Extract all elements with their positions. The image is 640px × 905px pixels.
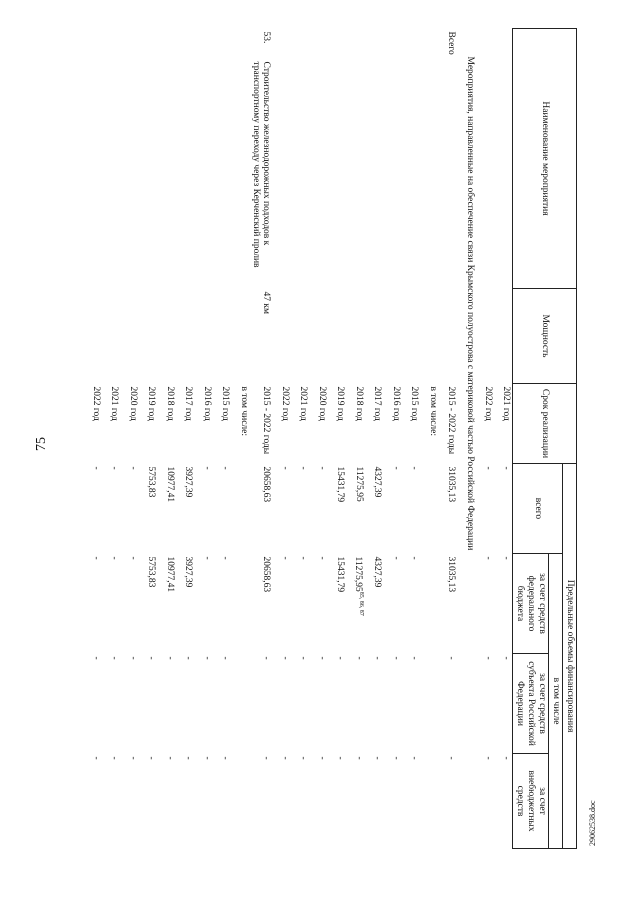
table-row	[250, 29, 273, 849]
header-regional: за счет средств субъекта Российской Федерации	[513, 654, 549, 754]
capacity-cell	[328, 289, 347, 384]
period-cell: 2020 год	[316, 386, 327, 421]
total-cell	[420, 464, 439, 554]
federal-cell: 20658,63	[261, 556, 272, 593]
regional-cell: -	[316, 656, 327, 660]
footnote-ref: 85, 86, 87	[357, 591, 364, 616]
table-row	[476, 29, 495, 849]
table-body	[83, 29, 513, 849]
row-number	[83, 29, 102, 59]
capacity-cell	[176, 289, 195, 384]
regional-cell	[231, 654, 250, 754]
extrabudget-cell: -	[335, 756, 346, 760]
measure-name	[102, 59, 121, 289]
measure-name	[476, 59, 495, 289]
extrabudget-cell: -	[109, 756, 120, 760]
table-row	[272, 29, 291, 849]
regional-cell: -	[409, 656, 420, 660]
federal-cell: -	[109, 556, 120, 560]
table-row	[420, 29, 439, 849]
total-cell: -	[298, 466, 309, 470]
financing-table	[83, 28, 577, 849]
period-cell: 2018 год	[164, 386, 175, 421]
measure-name	[139, 59, 158, 289]
measure-name	[420, 59, 439, 289]
table-row	[383, 29, 402, 849]
extrabudget-cell: -	[183, 756, 194, 760]
row-number	[476, 29, 495, 59]
regional-cell: -	[220, 656, 231, 660]
extrabudget-cell: -	[90, 756, 101, 760]
extrabudget-cell: -	[483, 756, 494, 760]
table-row	[157, 29, 176, 849]
table-row	[439, 29, 458, 849]
capacity-cell	[476, 289, 495, 384]
extrabudget-cell: -	[390, 756, 401, 760]
measure-name	[213, 59, 232, 289]
federal-cell	[420, 554, 439, 654]
regional-cell: -	[109, 656, 120, 660]
period-cell: 2021 год	[298, 386, 309, 421]
regional-cell: -	[201, 656, 212, 660]
federal-cell: -	[298, 556, 309, 560]
rotated-table-container	[47, 28, 577, 848]
regional-cell: -	[446, 656, 457, 660]
capacity-cell	[120, 289, 139, 384]
federal-cell: -	[483, 556, 494, 560]
capacity-cell	[309, 289, 328, 384]
capacity-cell	[102, 289, 121, 384]
row-number	[402, 29, 421, 59]
federal-cell: -	[220, 556, 231, 560]
federal-cell: -	[201, 556, 212, 560]
table-row	[176, 29, 195, 849]
table-row	[402, 29, 421, 849]
header-including: в том числе	[549, 554, 563, 849]
measure-name	[83, 59, 102, 289]
measure-name	[272, 59, 291, 289]
header-capacity: Мощность	[513, 289, 577, 384]
row-number: 53.	[261, 31, 272, 44]
header-period: Срок реализации	[513, 384, 577, 464]
total-cell: 11275,95	[353, 466, 364, 502]
regional-cell: -	[390, 656, 401, 660]
federal-cell: -	[90, 556, 101, 560]
measure-name	[120, 59, 139, 289]
capacity-cell	[231, 289, 250, 384]
period-cell: 2017 год	[183, 386, 194, 421]
total-cell: -	[316, 466, 327, 470]
capacity-cell	[194, 289, 213, 384]
row-number	[291, 29, 310, 59]
measure-name	[157, 59, 176, 289]
total-cell: 15431,79	[335, 466, 346, 503]
capacity-cell	[494, 289, 513, 384]
row-number	[157, 29, 176, 59]
period-cell: 2015 год	[220, 386, 231, 421]
period-cell: 2019 год	[335, 386, 346, 421]
regional-cell: -	[483, 656, 494, 660]
table-row	[120, 29, 139, 849]
capacity-cell	[346, 289, 365, 384]
total-cell: 10977,41	[164, 466, 175, 503]
row-number	[102, 29, 121, 59]
row-number	[494, 29, 513, 59]
total-cell: -	[409, 466, 420, 470]
extrabudget-cell: -	[201, 756, 212, 760]
regional-cell: -	[501, 656, 512, 660]
measure-name	[328, 59, 347, 289]
table-header	[513, 29, 577, 849]
row-number	[139, 29, 158, 59]
federal-cell: 4327,39	[372, 556, 383, 588]
extrabudget-cell: -	[316, 756, 327, 760]
total-cell: 20658,63	[261, 466, 272, 503]
total-cell: 5753,83	[146, 466, 157, 498]
extrabudget-cell: -	[164, 756, 175, 760]
header-extra: за счет внебюджетных средств	[513, 754, 549, 849]
period-cell: 2017 год	[372, 386, 383, 421]
extrabudget-cell: -	[298, 756, 309, 760]
federal-cell	[346, 554, 365, 654]
total-cell: -	[501, 466, 512, 470]
regional-cell: -	[146, 656, 157, 660]
total-cell: -	[109, 466, 120, 470]
regional-cell: -	[298, 656, 309, 660]
measure-name	[194, 59, 213, 289]
regional-cell: -	[279, 656, 290, 660]
capacity-cell	[83, 289, 102, 384]
table-row	[291, 29, 310, 849]
total-cell: -	[220, 466, 231, 470]
measure-name	[309, 59, 328, 289]
total-cell: 3927,39	[183, 466, 194, 498]
federal-cell: 3927,39	[183, 556, 194, 588]
period-cell: в том числе:	[427, 386, 438, 437]
federal-cell: -	[501, 556, 512, 560]
header-total: всего	[513, 464, 563, 554]
extrabudget-cell: -	[279, 756, 290, 760]
capacity-cell	[439, 289, 458, 384]
extrabudget-cell: -	[501, 756, 512, 760]
total-cell: -	[201, 466, 212, 470]
period-cell: 2016 год	[390, 386, 401, 421]
period-cell: 2020 год	[127, 386, 138, 421]
measure-name	[346, 59, 365, 289]
period-cell: 2022 год	[90, 386, 101, 421]
measure-name	[439, 59, 458, 289]
regional-cell: -	[127, 656, 138, 660]
measure-name	[402, 59, 421, 289]
extrabudget-cell: -	[146, 756, 157, 760]
period-cell: 2022 год	[483, 386, 494, 421]
extrabudget-cell: -	[261, 756, 272, 760]
capacity-cell	[383, 289, 402, 384]
header-name: Наименование мероприятия	[513, 29, 577, 289]
row-number	[176, 29, 195, 59]
federal-cell: -	[316, 556, 327, 560]
extrabudget-cell	[420, 754, 439, 849]
extrabudget-cell: -	[446, 756, 457, 760]
row-number	[213, 29, 232, 59]
period-cell: 2021 год	[109, 386, 120, 421]
capacity-cell	[213, 289, 232, 384]
federal-cell: -	[390, 556, 401, 560]
row-number	[120, 29, 139, 59]
regional-cell: -	[353, 656, 364, 660]
row-number: Всего	[446, 31, 457, 55]
row-number	[231, 29, 250, 59]
total-cell: -	[390, 466, 401, 470]
measure-name	[383, 59, 402, 289]
regional-cell	[420, 654, 439, 754]
period-cell: 2018 год	[353, 386, 364, 421]
table-row	[139, 29, 158, 849]
period-cell: 2021 год	[501, 386, 512, 421]
total-cell	[231, 464, 250, 554]
federal-cell: -	[279, 556, 290, 560]
capacity-cell	[420, 289, 439, 384]
federal-value: 11275,95	[352, 556, 363, 592]
page-number: 75	[34, 437, 49, 451]
table-row	[346, 29, 365, 849]
row-number	[309, 29, 328, 59]
federal-cell: -	[409, 556, 420, 560]
measure-name	[231, 59, 250, 289]
table-row	[213, 29, 232, 849]
row-number	[365, 29, 384, 59]
measure-name	[176, 59, 195, 289]
extrabudget-cell: -	[409, 756, 420, 760]
period-cell: 2016 год	[201, 386, 212, 421]
federal-cell	[231, 554, 250, 654]
extrabudget-cell	[231, 754, 250, 849]
period-cell: 2015 год	[409, 386, 420, 421]
period-cell: 2015 - 2022 годы	[261, 386, 272, 455]
section-title: Мероприятия, направленные на обеспечение связи Крымского полуострова с материковой частью Российской Федерации	[464, 56, 475, 551]
row-number	[346, 29, 365, 59]
row-number	[194, 29, 213, 59]
capacity-cell	[157, 289, 176, 384]
regional-cell: -	[335, 656, 346, 660]
row-number	[420, 29, 439, 59]
extrabudget-cell: -	[220, 756, 231, 760]
measure-name: Строительство железнодорожных подходов к транспортному переходу через Керченский пролив	[250, 61, 272, 268]
capacity-cell	[365, 289, 384, 384]
total-cell: -	[483, 466, 494, 470]
period-cell: 2019 год	[146, 386, 157, 421]
regional-cell: -	[261, 656, 272, 660]
capacity-cell	[402, 289, 421, 384]
federal-cell: -	[127, 556, 138, 560]
section-row	[457, 29, 476, 849]
capacity-cell	[291, 289, 310, 384]
table-row	[194, 29, 213, 849]
period-cell: 2015 - 2022 годы	[446, 386, 457, 455]
extrabudget-cell: -	[127, 756, 138, 760]
total-cell: 4327,39	[372, 466, 383, 498]
regional-cell: -	[164, 656, 175, 660]
table-row	[309, 29, 328, 849]
table-row	[365, 29, 384, 849]
federal-cell: 5753,83	[146, 556, 157, 588]
federal-cell: 31035,13	[446, 556, 457, 593]
regional-cell: -	[372, 656, 383, 660]
total-cell: -	[90, 466, 101, 470]
capacity-cell	[272, 289, 291, 384]
measure-name	[291, 59, 310, 289]
regional-cell: -	[183, 656, 194, 660]
table-row	[83, 29, 102, 849]
period-cell: 2022 год	[279, 386, 290, 421]
federal-cell: 15431,79	[335, 556, 346, 593]
row-number	[328, 29, 347, 59]
regional-cell: -	[90, 656, 101, 660]
total-cell: 31035,13	[446, 466, 457, 503]
extrabudget-cell: -	[353, 756, 364, 760]
federal-cell: 10977,41	[164, 556, 175, 593]
total-cell: -	[127, 466, 138, 470]
period-cell: в том числе:	[238, 386, 249, 437]
extrabudget-cell: -	[372, 756, 383, 760]
header-financing: Предельные объемы финансирования	[563, 464, 577, 849]
row-number	[383, 29, 402, 59]
table-row	[102, 29, 121, 849]
total-cell: -	[279, 466, 290, 470]
row-number	[272, 29, 291, 59]
document-code: 29062538.doc	[588, 800, 597, 846]
measure-name	[494, 59, 513, 289]
table-row	[231, 29, 250, 849]
capacity-cell	[139, 289, 158, 384]
header-federal: за счет средств федерального бюджета	[513, 554, 549, 654]
table-row	[328, 29, 347, 849]
capacity-cell: 47 км	[261, 291, 272, 315]
table-row	[494, 29, 513, 849]
measure-name	[365, 59, 384, 289]
